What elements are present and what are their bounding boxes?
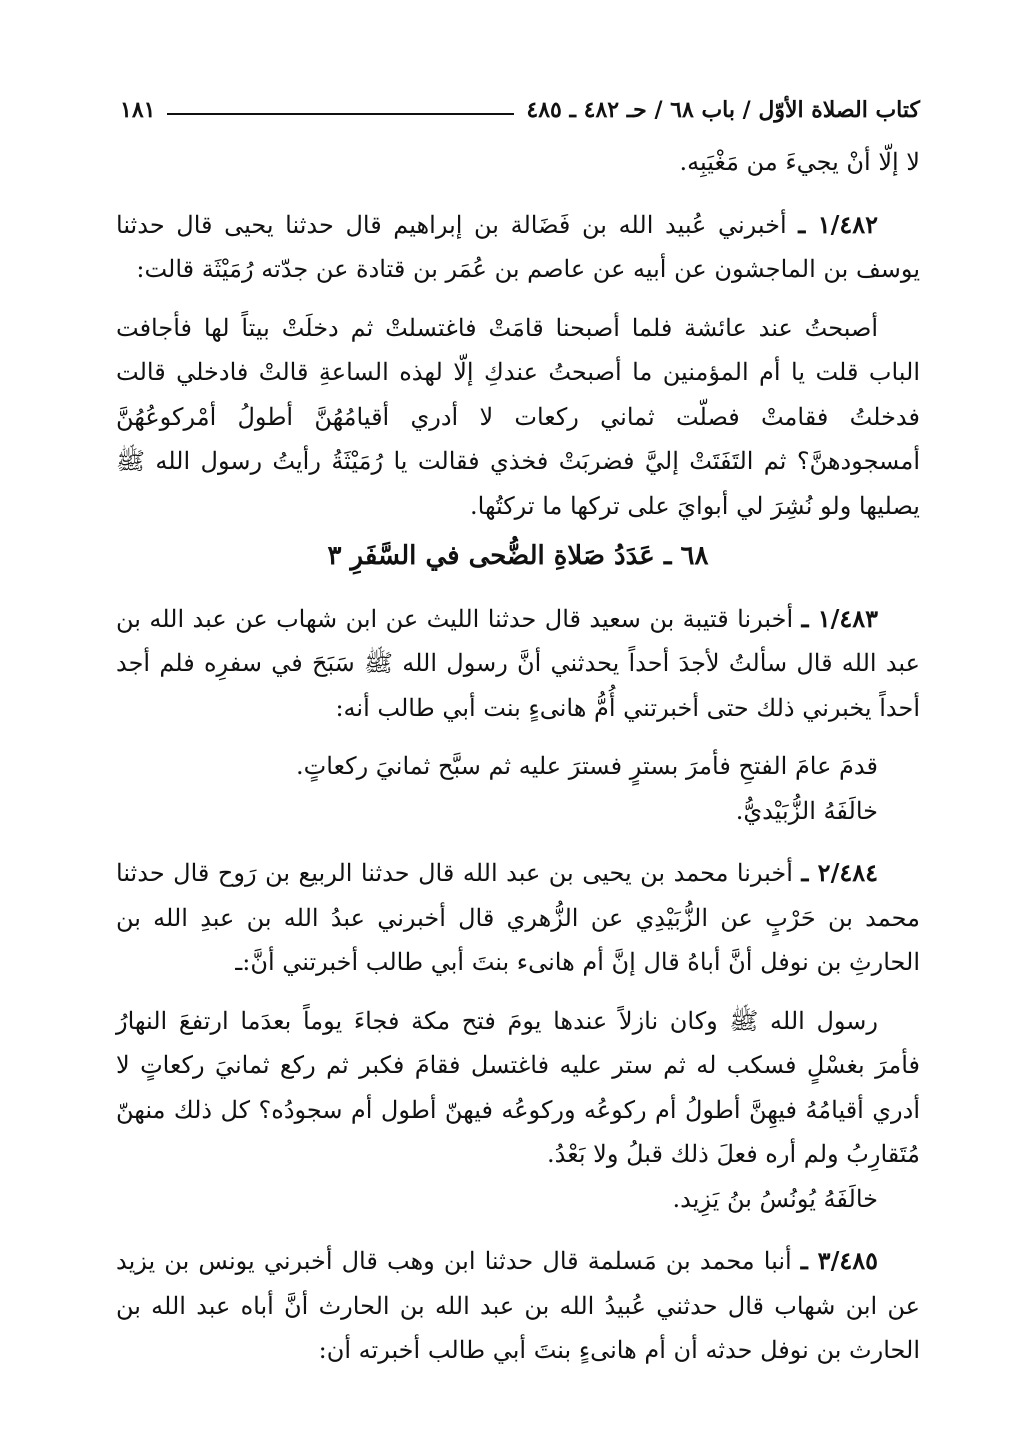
- hadith-485-chain: [116, 1239, 920, 1373]
- hadith-chain-text: أخبرنا محمد بن يحيى بن عبد الله قال حدثنا الربيع بن رَوح قال حدثنا محمد بن حَرْبٍ عن الزُّبَيْدِي عن الزُّهري قال أخبرني عبدُ الله بن عبدِ الله بن الحارثِ بن نوفل أنَّ أباهُ قال إنَّ أم هانىء بنتَ أبي طالب أخبرتني أنَّ:ـ: [116, 859, 920, 976]
- hadith-483-chain: [116, 597, 920, 731]
- hadith-482-text: [116, 306, 920, 529]
- chapter-title: ٦٨ ـ عَدَدُ صَلاةِ الضُّحى في السَّفَرِ ٣: [327, 541, 709, 571]
- hadith-chain-text: أخبرني عُبيد الله بن فَضَالة بن إبراهيم قال حدثنا يحيى قال حدثنا يوسف بن الماجشون عن أبيه عن عاصم بن عُمَر بن قتادة عن جدّته رُمَيْثَة قالت:: [116, 210, 920, 283]
- hadith-body-text: قدمَ عامَ الفتحِ فأمرَ بسترٍ فسترَ عليه ثم سبَّح ثمانيَ ركعاتٍ.: [296, 752, 878, 780]
- chapter-heading: [116, 534, 920, 579]
- page-number: ١٨١: [120, 97, 156, 123]
- hadith-chain-text: أنبا محمد بن مَسلمة قال حدثنا ابن وهب قال أخبرني يونس بن يزيد عن ابن شهاب قال حدثني عُبيدُ الله بن عبد الله بن الحارث أنَّ أباه عبد الله بن الحارث بن نوفل حدثه أن أم هانىءٍ بنتَ أبي طالب أخبرته أن:: [116, 1247, 920, 1364]
- running-header: [120, 92, 920, 128]
- hadith-483-text: [116, 744, 920, 789]
- hadith-body-text: رسول الله ﷺ وكان نازلاً عندها يومَ فتح مكة فجاءَ يوماً بعدَما ارتفعَ النهارُ فأمرَ بغسْلٍ فسكب له ثم ستر عليه فاغتسل فقامَ فكبر ثم ركع ثمانيَ ركعاتٍ لا أدري أقيامُهُ فيهِنَّ أطولُ أم ركوعُه وركوعُه فيهنّ أطول أم سجودُه؟ كل ذلك منهنّ مُتَقارِبُ ولم أره فعلَ ذلك قبلُ ولا بَعْدُ.: [116, 1006, 921, 1168]
- note-text: خالَفَهُ يُونُسُ بنُ يَزِيد.: [672, 1184, 878, 1213]
- hadith-482-chain: [116, 203, 920, 292]
- hadith-number: ١/٤٨٢ ـ: [798, 209, 879, 239]
- header-rule: [167, 113, 514, 115]
- note-text: خالَفَهُ الزُّبَيْديُّ.: [735, 796, 878, 825]
- hadith-chain-text: أخبرنا قتيبة بن سعيد قال حدثنا الليث عن ابن شهاب عن عبد الله بن عبد الله قال سألتُ لأجدَ أحداً يحدثني أنَّ رسول الله ﷺ سَبَحَ في سفرِه فلم أجد أحداً يخبرني ذلك حتى أخبرتني أُمُّ هانىءٍ بنت أبي طالب أنه:: [116, 604, 920, 722]
- narrator-note: [116, 1177, 920, 1222]
- narrator-note: [116, 789, 920, 834]
- hadith-484-chain: [116, 851, 920, 985]
- continuation-line: [116, 140, 920, 185]
- hadith-number: ٢/٤٨٤ ـ: [801, 858, 878, 887]
- hadith-484-text: [116, 999, 920, 1177]
- continuation-text: لا إلّا أنْ يجيءَ من مَغْيَبِه.: [679, 148, 920, 176]
- page-body: [116, 140, 920, 1373]
- hadith-body-text: أصبحتُ عند عائشة فلما أصبحنا قامَتْ فاغتسلتْ ثم دخلَتْ بيتاً لها فأجافت الباب قلت يا أم المؤمنين ما أصبحتُ عندكِ إلّا لهذه الساعةِ قالتْ فادخلي قالت فدخلتُ فقامتْ فصلّت ثماني ركعات لا أدري أقيامُهُنَّ أطولُ أمْركوعُهُنَّ أمسجودهنَّ؟ ثم التَفَتَتْ إليَّ فضربَتْ فخذي فقالت يا رُمَيْثَةُ رأيتُ رسول الله ﷺ يصليها ولو نُشِرَ لي أبوايَ على تركها ما تركتُها.: [116, 313, 920, 520]
- hadith-number: ٣/٤٨٥ ـ: [800, 1246, 878, 1275]
- running-header-title: كتاب الصلاة الأوّل / باب ٦٨ / حـ ٤٨٢ ـ ٤٨٥: [526, 97, 920, 123]
- hadith-number: ١/٤٨٣ ـ: [801, 603, 879, 633]
